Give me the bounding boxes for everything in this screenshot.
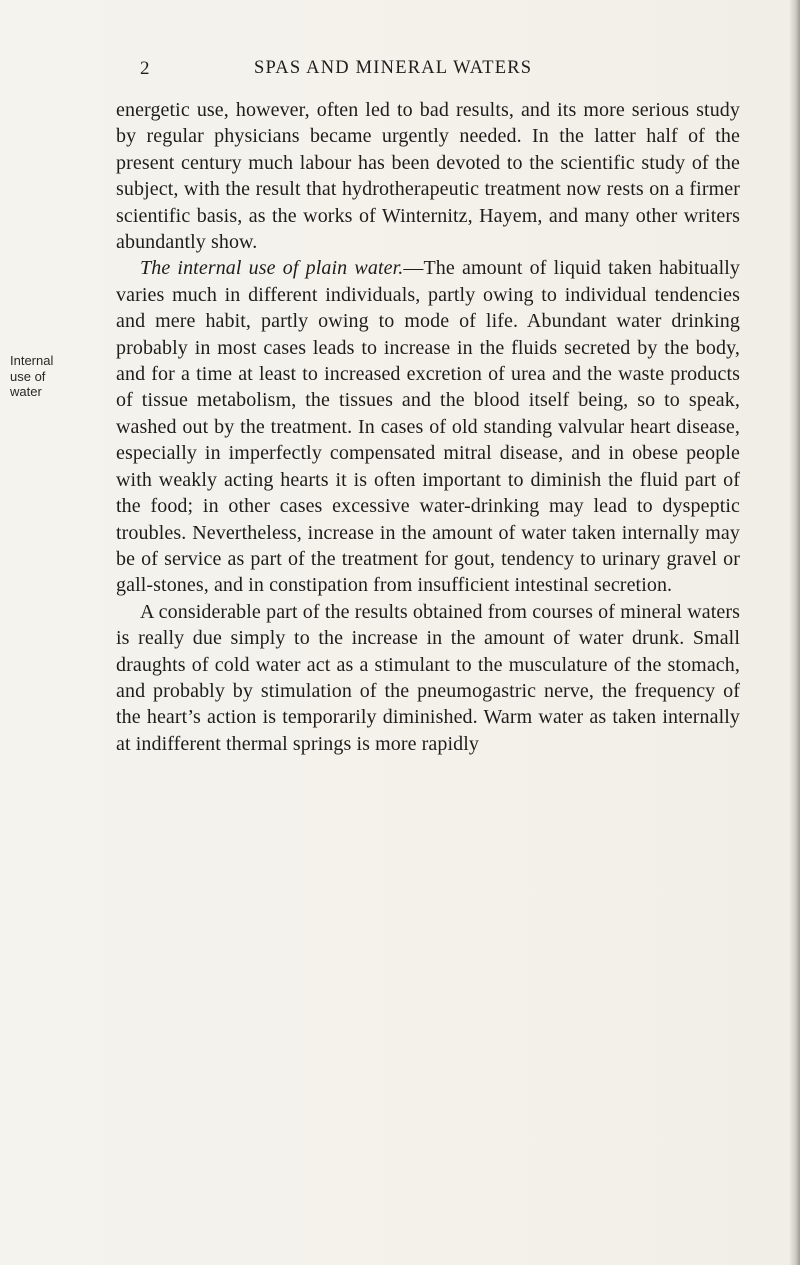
margin-note-line: use of <box>10 368 46 384</box>
paragraph-continuation: energetic use, however, often led to bad results, and its more serious study by regular physicians became urgently needed. In the latter half of the present century much labour has been devoted to the scientific study of the subject, with the result that hydrotherapeutic treatment now rests on a firmer scientific basis, as the works of Winternitz, Hayem, and many other writers abundantly show. <box>116 99 740 254</box>
page-header <box>140 58 760 84</box>
page-edge-shadow <box>790 0 800 1265</box>
margin-note <box>10 353 90 400</box>
margin-note-line: water <box>10 384 42 399</box>
paragraph-mineral-waters: A considerable part of the results obtained from courses of mineral waters is really due simply to the increase in the amount of water drunk. Small draughts of cold water act as a stimulant to the musculature of the stomach, and probably by stimulation of the pneumogastric nerve, the frequency of the heart’s action is temporarily diminished. Warm water as taken internally at indifferent thermal springs is more rapidly <box>116 600 740 755</box>
page-number: 2 <box>140 58 150 79</box>
paragraph-internal-use <box>116 255 740 598</box>
section-heading: The internal use of plain water. <box>140 257 404 280</box>
running-head: SPAS AND MINERAL WATERS <box>254 58 533 78</box>
body-text <box>116 97 740 757</box>
margin-note-line: Internal <box>10 353 54 368</box>
paragraph-internal-use-body: —The amount of liquid taken habitually varies much in different individuals, partly owing to individual tendencies and mere habit, partly owing to mode of life. Abundant water drinking probably in most cases leads to increase in the fluids secreted by the body, and for a time at least to increased excretion of urea and the waste products of tissue metabolism, the tissues and the blood itself being, so to speak, washed out by the treatment. In cases of old standing valvular heart disease, especially in imperfectly compensated mitral disease, and in obese people with weakly acting hearts it is often important to diminish the fluid part of the food; in other cases excessive water-drinking may lead to dyspeptic troubles. Nevertheless, increase in the amount of water taken internally may be of service as part of the treatment for gout, tendency to urinary gravel or gall-stones, and in constipation from insufficient intestinal secretion. <box>116 257 740 597</box>
